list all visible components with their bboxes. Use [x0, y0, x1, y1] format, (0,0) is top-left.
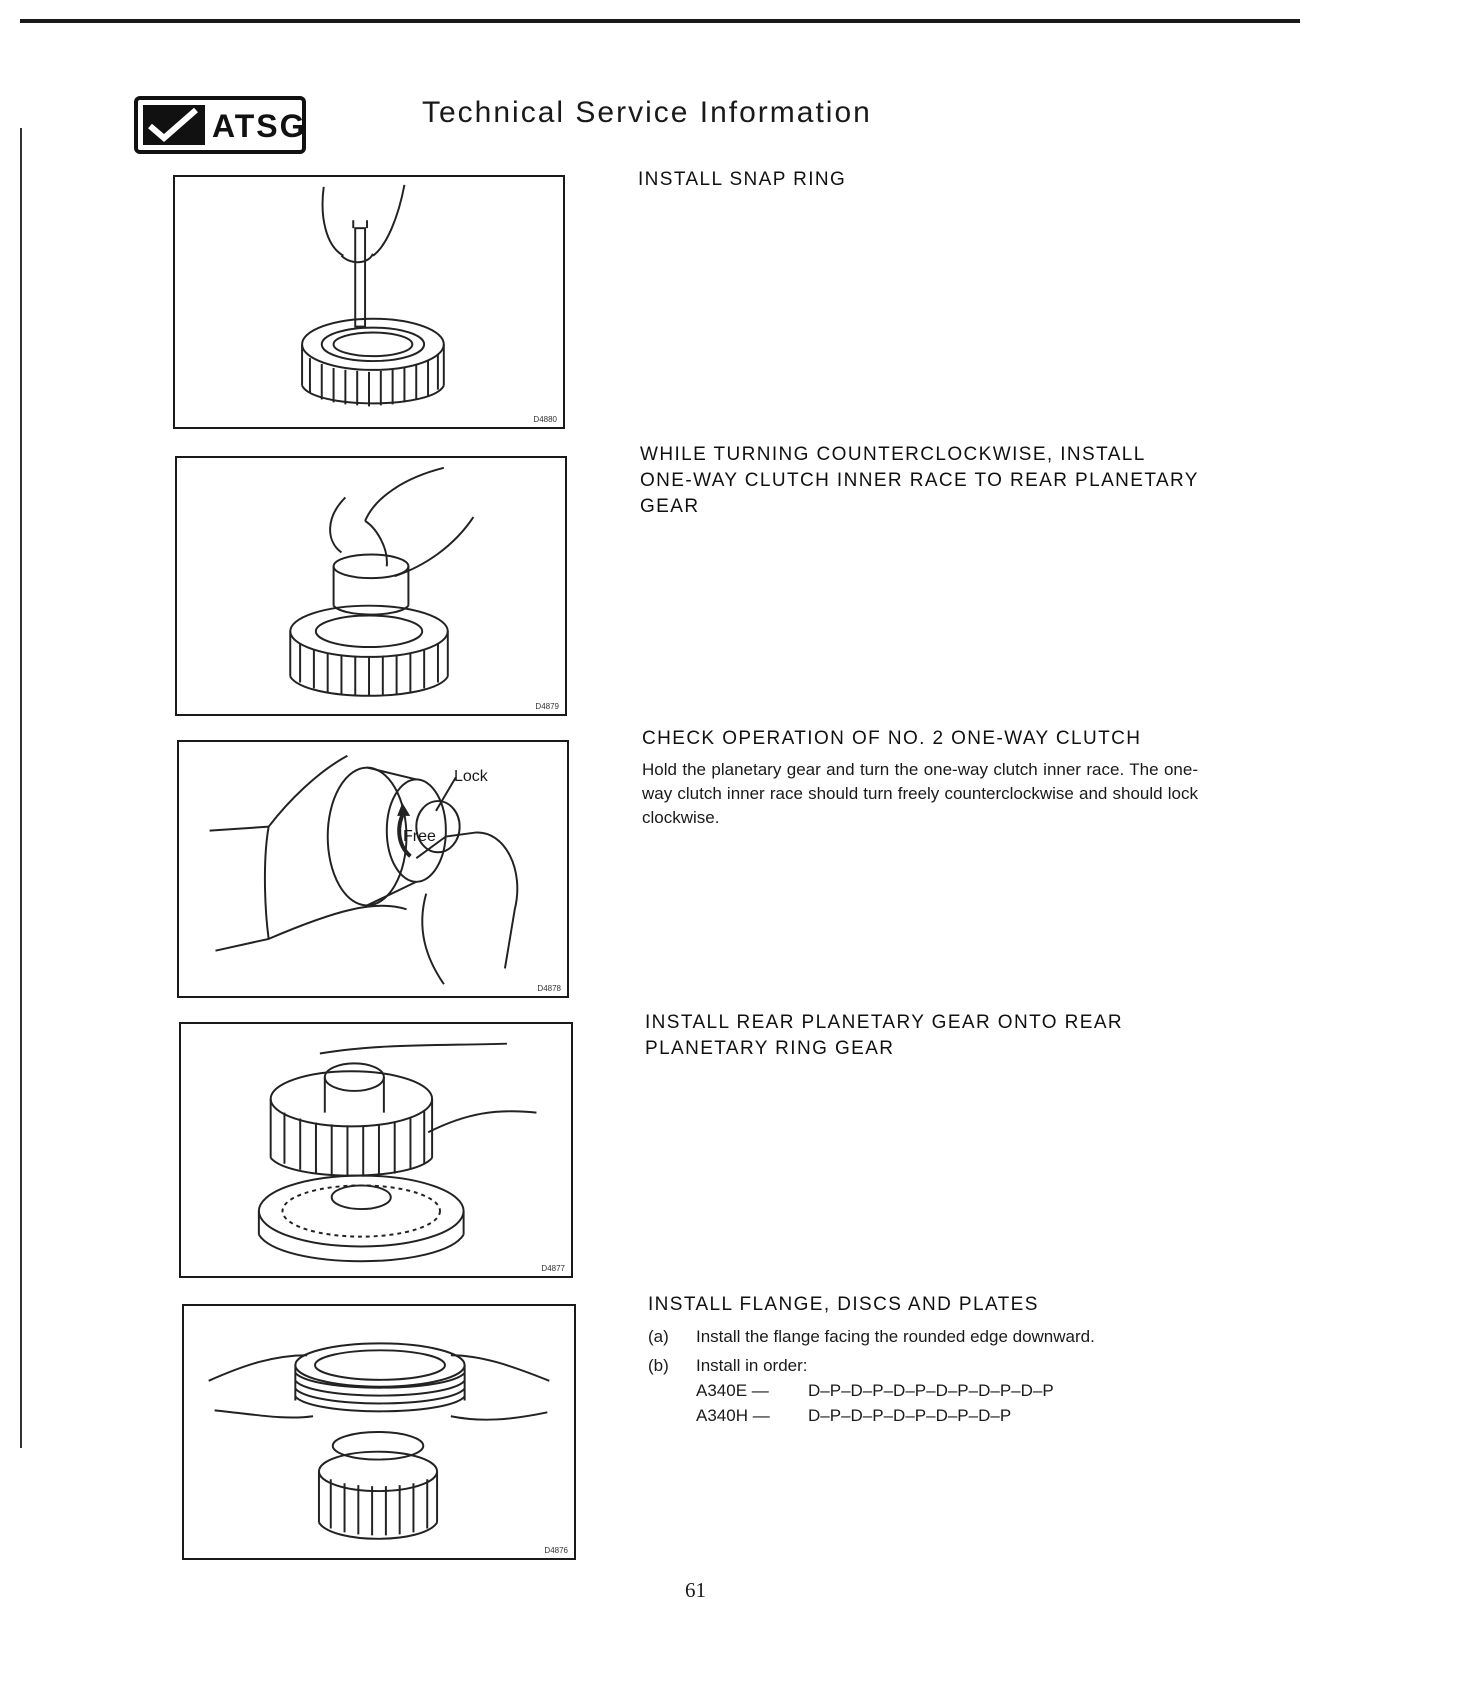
snap-ring-illustration: [175, 177, 563, 427]
figure-check-one-way-clutch: [177, 740, 569, 998]
step-title: INSTALL FLANGE, DISCS AND PLATES: [648, 1294, 1039, 1315]
figure-code: D4876: [544, 1546, 568, 1555]
order-row-a340h: [696, 1403, 1208, 1428]
step-install-rear-planetary-gear: [645, 1010, 1195, 1062]
figure-code: D4879: [535, 702, 559, 711]
step-title: WHILE TURNING COUNTERCLOCKWISE, INSTALL ONE-WAY CLUTCH INNER RACE TO REAR PLANETARY GEAR: [640, 444, 1199, 517]
step-check-one-way-clutch: [642, 726, 1198, 830]
order-row-a340e: [696, 1378, 1208, 1403]
logo-text: ATSG: [212, 108, 306, 144]
order-model: A340H —: [696, 1406, 770, 1425]
page-number: 61: [685, 1578, 706, 1602]
left-margin-rule: [20, 128, 22, 1448]
order-sequence: D–P–D–P–D–P–D–P–D–P: [808, 1406, 1012, 1425]
step-install-inner-race: [640, 442, 1200, 520]
item-text: Install in order:: [696, 1356, 808, 1375]
figure-install-inner-race: [175, 456, 567, 716]
item-marker: (a): [648, 1327, 669, 1346]
step-title: CHECK OPERATION OF NO. 2 ONE-WAY CLUTCH: [642, 728, 1142, 749]
free-label: Free: [403, 828, 436, 845]
instruction-list: [648, 1324, 1208, 1428]
order-sequence: D–P–D–P–D–P–D–P–D–P–D–P: [808, 1381, 1054, 1400]
page-title: Technical Service Information: [422, 96, 872, 129]
lock-label: Lock: [454, 768, 488, 785]
top-rule: [20, 19, 1300, 23]
flange-discs-plates-illustration: [184, 1306, 574, 1558]
figure-code: D4878: [537, 984, 561, 993]
atsg-logo: [134, 96, 306, 154]
step-install-flange-discs-plates: [648, 1292, 1208, 1432]
figure-code: D4877: [541, 1264, 565, 1273]
instruction-item: [648, 1324, 1208, 1349]
rear-planetary-gear-illustration: [181, 1024, 571, 1276]
step-install-snap-ring: [638, 167, 1198, 193]
figure-install-snap-ring: [173, 175, 565, 429]
item-marker: (b): [648, 1356, 669, 1375]
figure-install-flange-discs-plates: [182, 1304, 576, 1560]
inner-race-illustration: [177, 458, 565, 714]
step-title: INSTALL SNAP RING: [638, 169, 847, 190]
step-title: INSTALL REAR PLANETARY GEAR ONTO REAR PLANETARY RING GEAR: [645, 1012, 1124, 1059]
figure-code: D4880: [533, 415, 557, 424]
step-body: Hold the planetary gear and turn the one-way clutch inner race. The one-way clutch inner race should turn freely counterclockwise and should lock clockwise.: [642, 760, 1198, 827]
one-way-clutch-check-illustration: [179, 742, 567, 996]
order-model: A340E —: [696, 1381, 769, 1400]
item-text: Install the flange facing the rounded edge downward.: [696, 1327, 1095, 1346]
figure-install-rear-planetary-gear: [179, 1022, 573, 1278]
instruction-item: [648, 1353, 1208, 1428]
atsg-logo-graphic: [134, 96, 306, 154]
